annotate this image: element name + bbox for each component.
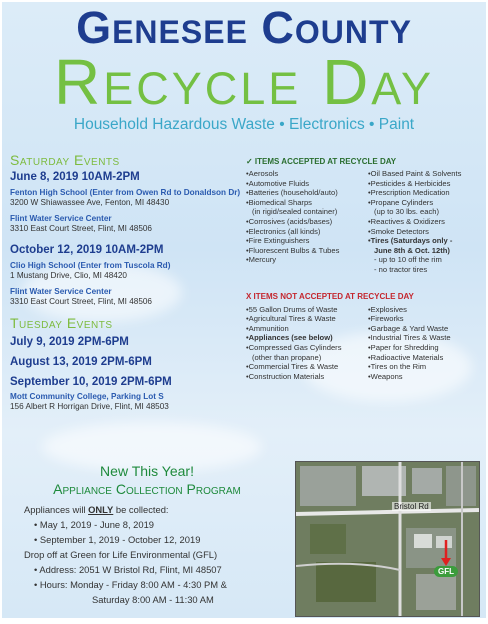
event-location: Flint Water Service Center [10,214,112,223]
location-map [295,461,480,617]
list-item: •Automotive Fluids [246,178,310,188]
list-item: •Fireworks [368,314,404,324]
list-item: •Radioactive Materials [368,352,444,362]
not-accepted-heading: X ITEMS NOT ACCEPTED AT RECYCLE DAY [246,291,414,301]
dropoff-address: • Address: 2051 W Bristol Rd, Flint, MI 48507 [34,564,222,575]
list-item: •Mercury [246,255,277,265]
event-address: 3200 W Shiawassee Ave, Fenton, MI 48430 [10,198,170,207]
dropoff-hours-saturday: Saturday 8:00 AM - 11:30 AM [92,594,214,605]
event-location: Clio High School (Enter from Tuscola Rd) [10,261,171,270]
list-item: •Pesticides & Herbicides [368,178,451,188]
list-item: •Batteries (household/auto) [246,188,338,198]
list-item: •Reactives & Oxidizers [368,216,445,226]
event-date: July 9, 2019 2PM-6PM [10,336,129,348]
list-item: •Smoke Detectors [368,226,429,236]
list-item: •Commercial Tires & Waste [246,362,339,372]
map-marker-label: GFL [434,566,458,577]
event-date: August 13, 2019 2PM-6PM [10,356,152,368]
list-item: •Paper for Shredding [368,342,439,352]
new-this-year-label: New This Year! [100,463,194,479]
title-line1: Genesee County [76,2,412,53]
appliance-program-title: Appliance Collection Program [53,481,241,497]
list-item: •Appliances (see below) [246,333,333,343]
event-date: October 12, 2019 10AM-2PM [10,244,164,256]
event-address: 3310 East Court Street, Flint, MI 48506 [10,297,152,306]
events-column [10,152,242,412]
list-item: •Electronics (all kinds) [246,226,321,236]
tuesday-heading: Tuesday Events [10,315,113,331]
event-location: Flint Water Service Center [10,287,112,296]
event-location: Fenton High School (Enter from Owen Rd to Donaldson Dr) [10,188,241,197]
list-item: June 8th & Oct. 12th) [374,245,450,255]
saturday-heading: Saturday Events [10,152,120,168]
collection-period: • May 1, 2019 - June 8, 2019 [34,519,155,530]
title-line2: Recycle Day [54,46,434,118]
flyer [2,2,486,618]
subtitle: Household Hazardous Waste • Electronics • Paint [73,116,415,133]
list-item: •Agricultural Tires & Waste [246,314,336,324]
event-address: 3310 East Court Street, Flint, MI 48506 [10,224,152,233]
list-item: - up to 10 off the rim [374,255,442,265]
list-item: (other than propane) [252,352,322,362]
list-item: •Tires on the Rim [368,362,427,372]
appliance-details [24,502,294,607]
list-item: •Compressed Gas Cylinders [246,342,342,352]
appliance-intro: Appliances will ONLY be collected: [24,504,169,515]
list-item: •Aerosols [246,169,279,178]
list-item: •Industrial Tires & Waste [368,333,451,343]
collection-period: • September 1, 2019 - October 12, 2019 [34,534,201,545]
event-location: Mott Community College, Parking Lot S [10,392,164,401]
list-item: •Biomedical Sharps [246,197,312,207]
list-item: •Propane Cylinders [368,197,434,207]
map-road-label: Bristol Rd [394,502,429,511]
list-item: •Prescription Medication [368,188,450,198]
event-date: June 8, 2019 10AM-2PM [10,171,140,183]
list-item: •Construction Materials [246,371,325,381]
list-item: - no tractor tires [374,264,428,274]
items-column [246,156,482,381]
event-date: September 10, 2019 2PM-6PM [10,376,172,388]
list-item: •Garbage & Yard Waste [368,323,449,333]
accepted-heading: ✓ ITEMS ACCEPTED AT RECYCLE DAY [246,157,397,166]
dropoff-hours: • Hours: Monday - Friday 8:00 AM - 4:30 PM & [34,579,227,590]
list-item: •Weapons [368,371,403,381]
list-item: (up to 30 lbs. each) [374,207,440,217]
event-address: 1 Mustang Drive, Clio, MI 48420 [10,271,127,280]
list-item: •Ammunition [246,323,289,333]
event-address: 156 Albert R Horrigan Drive, Flint, MI 48503 [10,402,169,411]
not-accepted-list [246,305,482,382]
list-item: (in rigid/sealed container) [252,207,338,217]
dropoff-text: Drop off at Green for Life Environmental (GFL) [24,549,218,560]
list-item: •55 Gallon Drums of Waste [246,304,338,314]
list-item: •Fluorescent Bulbs & Tubes [246,245,340,255]
accepted-list [246,169,482,275]
list-item: •Explosives [368,304,407,314]
list-item: •Oil Based Paint & Solvents [368,169,462,178]
list-item: •Fire Extinguishers [246,236,310,246]
list-item: •Corrosives (acids/bases) [246,216,333,226]
list-item: •Tires (Saturdays only - [368,236,453,246]
